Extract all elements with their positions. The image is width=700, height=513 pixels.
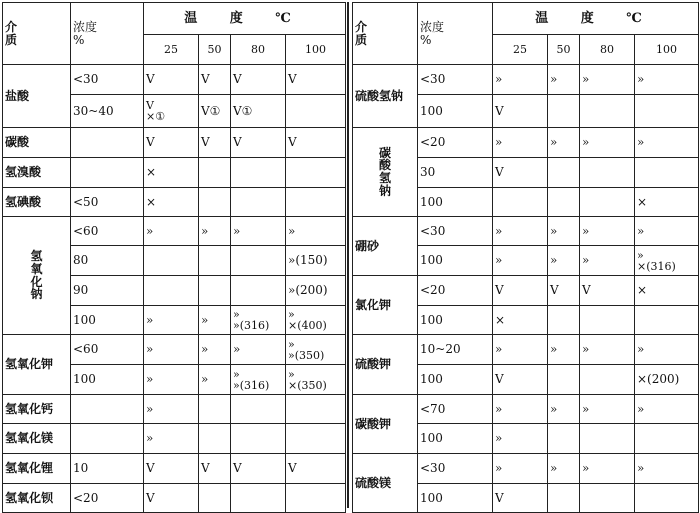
t100-cell	[635, 424, 699, 454]
t25-cell	[144, 246, 199, 276]
table-row	[353, 395, 699, 424]
temp-50: 50	[548, 35, 580, 65]
t80-cell: »	[580, 335, 635, 365]
t25-cell: ×	[493, 306, 548, 335]
t50-cell	[548, 306, 580, 335]
t80-cell	[231, 246, 286, 276]
table-row	[353, 276, 699, 306]
t50-cell: »	[548, 395, 580, 424]
t25-cell: V	[493, 484, 548, 513]
t80-cell	[231, 276, 286, 306]
t80-cell: »	[580, 454, 635, 484]
t100-cell: V	[286, 454, 346, 484]
concentration-cell: <30	[71, 65, 144, 95]
t50-cell: »	[199, 335, 231, 365]
t25-cell: »	[144, 306, 199, 335]
t100-cell: »	[635, 217, 699, 246]
t50-cell	[548, 158, 580, 188]
t80-cell: »	[580, 65, 635, 95]
t100-cell: »	[635, 395, 699, 424]
t25-cell	[144, 276, 199, 306]
t25-cell: ×	[144, 158, 199, 188]
concentration-cell	[71, 158, 144, 188]
t100-cell	[286, 95, 346, 128]
medium-name: 硫酸镁	[353, 454, 418, 513]
t100-cell: » ×(350)	[286, 365, 346, 395]
table-row	[3, 65, 346, 95]
t80-cell: V	[231, 65, 286, 95]
concentration-header: 浓度 %	[418, 3, 493, 65]
t25-cell: »	[144, 424, 199, 454]
table-row	[353, 454, 699, 484]
t100-cell: ×	[635, 276, 699, 306]
t25-cell: ×	[144, 188, 199, 217]
t80-cell	[231, 484, 286, 513]
table-row	[3, 484, 346, 513]
medium-name: 盐酸	[3, 65, 71, 128]
t100-cell	[635, 484, 699, 513]
t80-cell	[580, 158, 635, 188]
t25-cell: V	[493, 276, 548, 306]
table-row	[3, 188, 346, 217]
t50-cell	[548, 484, 580, 513]
medium-name: 氢氧化钙	[3, 395, 71, 424]
t50-cell: »	[548, 65, 580, 95]
t80-cell	[231, 158, 286, 188]
left-table	[2, 2, 346, 513]
t100-cell: »	[635, 454, 699, 484]
t25-cell: »	[144, 335, 199, 365]
concentration-cell: 100	[71, 306, 144, 335]
left-rows	[3, 65, 346, 513]
center-divider	[347, 2, 349, 508]
t50-cell: V	[199, 128, 231, 158]
t80-cell	[231, 424, 286, 454]
t25-cell: V	[493, 158, 548, 188]
concentration-cell: 100	[418, 424, 493, 454]
t25-cell: V	[493, 95, 548, 128]
concentration-cell: 100	[418, 95, 493, 128]
concentration-cell: 30	[418, 158, 493, 188]
concentration-cell: <30	[418, 65, 493, 95]
header-row	[3, 3, 346, 35]
t50-cell	[548, 188, 580, 217]
table-row	[3, 128, 346, 158]
t50-cell: »	[199, 306, 231, 335]
medium-name: 氢氧化钾	[3, 335, 71, 395]
t80-cell: » »(316)	[231, 365, 286, 395]
concentration-cell: 100	[418, 188, 493, 217]
table-row	[353, 217, 699, 246]
table-row	[3, 395, 346, 424]
t25-cell: »	[144, 395, 199, 424]
t50-cell	[199, 158, 231, 188]
temp-80: 80	[231, 35, 286, 65]
t50-cell: V	[199, 65, 231, 95]
concentration-cell: <60	[71, 217, 144, 246]
concentration-cell: 100	[71, 365, 144, 395]
temp-50: 50	[199, 35, 231, 65]
concentration-cell: 90	[71, 276, 144, 306]
t100-cell: V	[286, 128, 346, 158]
table-row	[3, 217, 346, 246]
medium-header: 介 质	[353, 3, 418, 65]
temp-80: 80	[580, 35, 635, 65]
table-row	[353, 65, 699, 95]
t80-cell	[580, 424, 635, 454]
concentration-cell	[71, 128, 144, 158]
t50-cell: »	[548, 128, 580, 158]
t100-cell	[635, 306, 699, 335]
medium-name: 氢氧化钡	[3, 484, 71, 513]
t25-cell: V	[144, 128, 199, 158]
t25-cell: »	[493, 65, 548, 95]
t80-cell	[231, 188, 286, 217]
t25-cell: »	[493, 424, 548, 454]
header-row	[353, 3, 699, 35]
t100-cell: »(200)	[286, 276, 346, 306]
concentration-cell: <30	[418, 454, 493, 484]
t50-cell: V①	[199, 95, 231, 128]
medium-name: 氢氧化镁	[3, 424, 71, 454]
right-table	[352, 2, 699, 513]
t100-cell: »(150)	[286, 246, 346, 276]
t80-cell	[580, 306, 635, 335]
t25-cell: V	[493, 365, 548, 395]
t50-cell	[548, 95, 580, 128]
medium-name: 硫酸钾	[353, 335, 418, 395]
concentration-cell: <60	[71, 335, 144, 365]
t80-cell: V	[580, 276, 635, 306]
t50-cell	[199, 395, 231, 424]
temperature-header: 温 度 ℃	[144, 3, 346, 35]
t100-cell: »	[635, 335, 699, 365]
t25-cell: »	[493, 217, 548, 246]
concentration-cell: 100	[418, 306, 493, 335]
t80-cell	[231, 395, 286, 424]
t50-cell: »	[199, 365, 231, 395]
medium-name: 碳酸钾	[353, 395, 418, 454]
concentration-cell: <20	[71, 484, 144, 513]
t25-cell: V ×①	[144, 95, 199, 128]
t50-cell: V	[548, 276, 580, 306]
t80-cell: » »(316)	[231, 306, 286, 335]
t25-cell: V	[144, 65, 199, 95]
t100-cell	[286, 158, 346, 188]
t80-cell: V①	[231, 95, 286, 128]
table-row	[353, 128, 699, 158]
t50-cell: V	[199, 454, 231, 484]
t80-cell	[580, 365, 635, 395]
t100-cell: »	[286, 217, 346, 246]
t80-cell	[580, 95, 635, 128]
t100-cell	[286, 484, 346, 513]
medium-name: 硼砂	[353, 217, 418, 276]
t100-cell	[286, 395, 346, 424]
t80-cell: »	[580, 246, 635, 276]
concentration-cell: <20	[418, 128, 493, 158]
temperature-header: 温 度 ℃	[493, 3, 699, 35]
temp-100: 100	[286, 35, 346, 65]
t25-cell: »	[144, 217, 199, 246]
concentration-cell	[71, 395, 144, 424]
concentration-cell: 100	[418, 484, 493, 513]
t25-cell: »	[493, 128, 548, 158]
t80-cell: »	[231, 335, 286, 365]
t50-cell	[199, 484, 231, 513]
t100-cell: ×(200)	[635, 365, 699, 395]
t80-cell	[580, 188, 635, 217]
t50-cell	[199, 276, 231, 306]
t100-cell: ×	[635, 188, 699, 217]
t25-cell: »	[493, 395, 548, 424]
temp-25: 25	[493, 35, 548, 65]
medium-header: 介 质	[3, 3, 71, 65]
t50-cell	[548, 424, 580, 454]
table-row	[3, 424, 346, 454]
medium-name: 氯化钾	[353, 276, 418, 335]
temp-100: 100	[635, 35, 699, 65]
t80-cell: »	[231, 217, 286, 246]
concentration-cell: <70	[418, 395, 493, 424]
t80-cell: V	[231, 128, 286, 158]
t25-cell	[493, 188, 548, 217]
t80-cell: »	[580, 395, 635, 424]
concentration-cell: 100	[418, 365, 493, 395]
t100-cell	[635, 158, 699, 188]
concentration-cell: 10~20	[418, 335, 493, 365]
table-row	[353, 335, 699, 365]
medium-name: 碳 酸 氢 钠	[353, 128, 418, 217]
t50-cell: »	[199, 217, 231, 246]
t25-cell: V	[144, 454, 199, 484]
t25-cell: »	[493, 246, 548, 276]
concentration-cell: 10	[71, 454, 144, 484]
t80-cell: »	[580, 128, 635, 158]
t25-cell: »	[493, 335, 548, 365]
t50-cell	[199, 424, 231, 454]
t80-cell	[580, 484, 635, 513]
t100-cell: »	[635, 65, 699, 95]
t25-cell: V	[144, 484, 199, 513]
medium-name: 碳酸	[3, 128, 71, 158]
concentration-header: 浓度 %	[71, 3, 144, 65]
table-row	[3, 454, 346, 484]
t100-cell: » ×(400)	[286, 306, 346, 335]
medium-name: 氢氧化锂	[3, 454, 71, 484]
t50-cell	[548, 365, 580, 395]
t50-cell: »	[548, 454, 580, 484]
t100-cell: » ×(316)	[635, 246, 699, 276]
t100-cell	[286, 188, 346, 217]
t25-cell: »	[493, 454, 548, 484]
concentration-cell: 100	[418, 246, 493, 276]
temp-25: 25	[144, 35, 199, 65]
concentration-cell: 30~40	[71, 95, 144, 128]
t50-cell	[199, 246, 231, 276]
concentration-cell: <50	[71, 188, 144, 217]
table-row	[3, 335, 346, 365]
concentration-cell: <30	[418, 217, 493, 246]
medium-name: 氢碘酸	[3, 188, 71, 217]
table-row	[3, 158, 346, 188]
medium-name: 氢 氧 化 钠	[3, 217, 71, 335]
concentration-cell: <20	[418, 276, 493, 306]
t80-cell: »	[580, 217, 635, 246]
t50-cell: »	[548, 246, 580, 276]
t50-cell: »	[548, 217, 580, 246]
concentration-cell	[71, 424, 144, 454]
t50-cell	[199, 188, 231, 217]
t100-cell: »	[635, 128, 699, 158]
t80-cell: V	[231, 454, 286, 484]
t100-cell: V	[286, 65, 346, 95]
t100-cell: » »(350)	[286, 335, 346, 365]
concentration-cell: 80	[71, 246, 144, 276]
medium-name: 硫酸氢钠	[353, 65, 418, 128]
medium-name: 氢溴酸	[3, 158, 71, 188]
right-rows	[353, 65, 699, 513]
t100-cell	[635, 95, 699, 128]
t50-cell: »	[548, 335, 580, 365]
t100-cell	[286, 424, 346, 454]
t25-cell: »	[144, 365, 199, 395]
